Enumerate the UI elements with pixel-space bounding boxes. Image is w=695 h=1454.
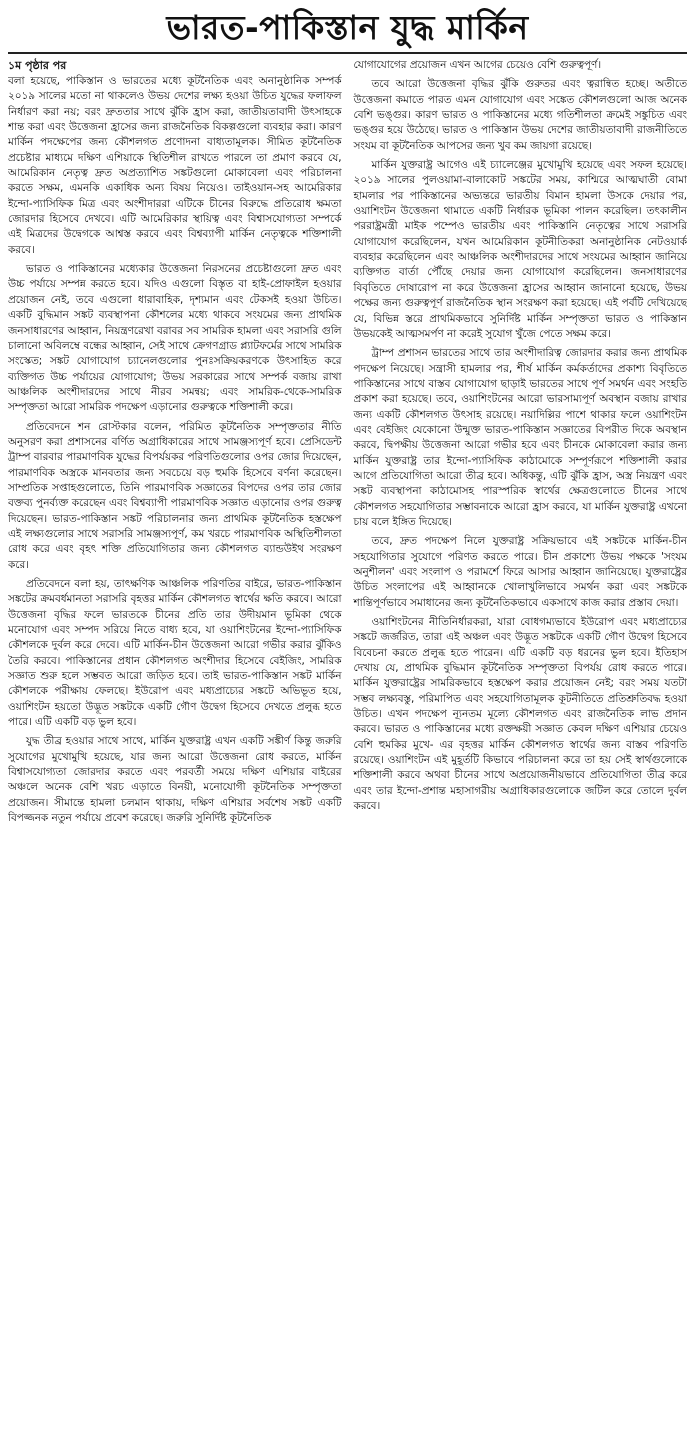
continued-label: ১ম পৃষ্ঠার পর [8,59,67,72]
paragraph: প্রতিবেদনে বলা হয়, তাৎক্ষণিক আঞ্চলিক পরিণতির বাইরে, ভারত-পাকিস্তান সঙ্কটের ক্রমবর্ধমানতা সরাসরি বৃহত্তর মার্কিন কৌশলগত স্বার্থের ক্ষতি করবে। আরো উত্তেজনা বৃদ্ধির ফলে ভারতকে চীনের প্রতি তার উদীয়মান ভূমিকা থেকে মনোযোগ এবং সম্পদ সরিয়ে নিতে বাধ্য হবে, যা ওয়াশিংটনের ইন্দো-প্যাসিফিক কৌশলকে দুর্বল করে দেবে। এটি মার্কিন-চীন উত্তেজনা আরো গভীর করার ঝুঁকিও তৈরি করবে। পাকিস্তানের প্রধান কৌশলগত অংশীদার হিসেবে বেইজিং, সামরিক সজ্ঞাত শুরু হলে সম্ভবত আরো জড়িত হবে। তাই ভারত-পাকিস্তান সঙ্কট মার্কিন কৌশলকে পরীক্ষায় ফেলছে। ইউরোপ এবং মধ্যপ্রাচ্যের সঙ্কটে অভিভূত হয়ে, ওয়াশিংটন হয়তো উদ্ভূত সঙ্কটকে একটি গৌণ উদ্বেগ হিসেবে দেখতে প্রলুব্ধ হতে পারে। এটি একটি বড় ভুল হবে। [8,578,342,729]
right-column [354,58,688,1450]
paragraph: তবে, দ্রুত পদক্ষেপ নিলে যুক্তরাষ্ট্র সক্রিয়ভাবে এই সঙ্কটকে মার্কিন-চীন সহযোগিতার সুযোগে পরিণত করতে পারে। চীন প্রকাশ্যে উভয় পক্ষকে 'সংযম অনুশীলন' এবং সংলাপ ও পরামর্শে ফিরে আসার আহ্বান জানিয়েছে। যুক্তরাষ্ট্রের উচিত সংলাপের এই আহ্বানকে খোলাখুলিভাবে সমর্থন করা এবং সঙ্কটকে শান্তিপূর্ণভাবে সমাধানের জন্য কূটনৈতিকভাবে একসাথে কাজ করার প্রস্তাব দেয়া। [353,535,687,609]
paragraph: বলা হয়েছে, পাকিস্তান ও ভারতের মধ্যে কূটনৈতিক এবং অনানুষ্ঠানিক সম্পর্ক ২০১৯ সালের মতো না থাকলেও উভয় দেশের লক্ষ্য হওয়া উচিত যুদ্ধের ফলাফল নির্ধারণ করা নয়; বরং দ্রুততার সাথে ঝুঁকি হ্রাস করা, জাতীয়তাবাদী উৎসাহকে শান্ত করা এবং উত্তেজনা হ্রাসের জন্য রাজনৈতিক বিকল্পগুলো ব্যবহার করা। কারণ মার্কিন পদক্ষেপের জন্য কৌশলগত প্রণোদনা বাধ্যতামূলক। সীমিত কূটনৈতিক প্রচেষ্টার মাধ্যমে দক্ষিণ এশিয়াকে স্থিতিশীল রাখতে পারলে তা প্রমাণ করবে যে, আমেরিকান নেতৃত্ব দ্রুত অপ্রত্যাশিত সঙ্কটগুলো মোকাবেলা এবং পরিচালনা করতে সক্ষম, এমনকি একাধিক অন্য বিষয় নিয়েও। তাইওয়ান-সহ আমেরিকার ইন্দো-প্যাসিফিক মিত্র এবং অংশীদাররা এটিকে চীনের বিরুদ্ধে প্রতিরোধ ক্ষমতা জোরদার হিসেবে দেখবে। এটি আমেরিকার স্থায়িত্ব এবং বিশ্বাসযোগ্যতা সম্পর্কে এই মিত্রদের উদ্বেগকে আশ্বস্ত করবে এবং বিশ্বব্যাপী মার্কিন নেতৃত্বকে শক্তিশালী করবে। [8,75,342,256]
paragraph: যোগাযোগের প্রয়োজন এখন আগের চেয়েও বেশি গুরুত্বপূর্ণ। [353,59,602,71]
article-body [8,58,687,1450]
paragraph: ভারত ও পাকিস্তানের মধ্যেকার উত্তেজনা নিরসনের প্রচেষ্টাগুলো দ্রুত এবং উচ্চ পর্যায়ে সম্পন্ন করতে হবে। যদিও এগুলো বিস্তৃত বা হাই-প্রোফাইল হওয়ার প্রয়োজন নেই, তবে এগুলো ধারাবাহিক, দৃশ্যমান এবং টেকসই হওয়া উচিত। একটি বুদ্ধিমান সঙ্কট ব্যবস্থাপনা কৌশলের মধ্যে থাকবে সংযমের জন্য প্রাথমিক জনসাধারণের আহ্বান, নিয়ন্ত্রণরেখা বরাবর সব সামরিক হামলা এবং সরাসরি গুলি চালানো অবিলম্বে বন্ধের আহ্বান, সেই সাথে ক্রেগণগ্রাড প্ল্যাটফর্মের সাথে সামরিক সংস্কেত; সঙ্কট যোগাযোগ চ্যানেলগুলোর পুনঃসক্রিয়করণকে উৎসাহিত করে ব্যক্তিগত উচ্চ পর্যায়ের যোগাযোগ; উভয় সরকারের সাথে সম্পর্ক বজায় রাখা আঞ্চলিক অংশীদারদের সাথে নীরব সমন্বয়; এবং সামরিক-থেকে-সামরিক সম্পৃক্ততা আরো সামরিক পদক্ষেপ এড়ানোর গুরুত্বকে শক্তিশালী করে। [8,263,342,414]
paragraph: প্রতিবেদনে শন রোস্টকার বলেন, পরিমিত কূটনৈতিক সম্পৃক্ততার নীতি অনুসরণ করা প্রশাসনের বর্ণিত অগ্রাধিকারের সাথে সামঞ্জস্যপূর্ণ হবে। প্রেসিডেন্ট ট্রাম্প বারবার পারমাণবিক যুদ্ধের বিপর্যয়কর পরিণতিগুলোর ওপর জোর দিয়েছেন, পারমাণবিক অস্ত্রকে মানবতার জন্য সবচেয়ে বড় হুমকি হিসেবে বর্ণনা করেছেন। সাম্প্রতিক সপ্তাহগুলোতে, তিনি পারমাণবিক সজ্ঞাতের বিপদের ওপর তার জোর বক্তব্য পুনর্ব্যক্ত করেছেন এবং বিশ্বব্যাপী পারমাণবিক সজ্ঞাত এড়ানোর ওপর গুরুত্ব দিয়েছেন। ভারত-পাকিস্তান সঙ্কট পরিচালনার জন্য প্রাথমিক কূটনৈতিক হস্তক্ষেপ এই লক্ষ্যগুলোর সাথে সরাসরি সামঞ্জস্যপূর্ণ, কম খরচে পারমাণবিক অস্থিতিশীলতা রোধ করে এবং বৃহৎ শক্তি প্রতিযোগিতার জন্য কৌশলগত ব্যান্ডউইথ সংরক্ষণ করে। [8,420,342,571]
paragraph: তবে আরো উত্তেজনা বৃদ্ধির ঝুঁকি গুরুতর এবং ত্বরান্বিত হচ্ছে। অতীতে উত্তেজনা কমাতে পারত এমন যোগাযোগ এবং সঙ্কেত কৌশলগুলো আজ অনেক বেশি ভঙ্গুর। কারণ ভারত ও পাকিস্তানের মধ্যে গতিশীলতা ক্রমেই সঙ্কুচিত এবং ভঙ্গুর হয়ে উঠেছে। ভারত ও পাকিস্তান উভয় দেশের জাতীয়তাবাদী রাজনীতিতে সংযম বা কূটনৈতিক আপসের জন্য খুব কম জায়গা রয়েছে। [353,78,687,152]
paragraph: যুদ্ধ তীব্র হওয়ার সাথে সাথে, মার্কিন যুক্তরাষ্ট্র এখন একটি সঙ্কীর্ণ কিন্তু জরুরি সুযোগের মুখোমুখি হয়েছে, যার জন্য আরো উত্তেজনা রোধ করতে, মার্কিন বিশ্বাসযোগ্যতা জোরদার করতে এবং পরবর্তী সময়ে দক্ষিণ এশিয়ার বাইরের অঞ্চলে অনেক বেশি খরচ এড়াতে বিনয়ী, মনোযোগী কূটনৈতিক সম্পৃক্ততা প্রয়োজন। সীমান্তে হামলা চলমান থাকায়, দক্ষিণ এশিয়ার সর্বশেষ সঙ্কট একটি বিপজ্জনক নতুন পর্যায়ে প্রবেশ করেছে। জরুরি সুনির্দিষ্ট কূটনৈতিক [8,735,342,825]
left-column [8,58,342,1450]
paragraph: ট্রাম্প প্রশাসন ভারতের সাথে তার অংশীদারিত্ব জোরদার করার জন্য প্রাথমিক পদক্ষেপ নিয়েছে। সন্ত্রাসী হামলার পর, শীর্ষ মার্কিন কর্মকর্তাদের প্রকাশ্য বিবৃতিতে পাকিস্তানের সাথে বাস্তব যোগাযোগ ছাড়াই ভারতের সাথে পূর্ণ সমর্থন এবং সংহতি প্রকাশ করা হয়েছে। তবে, ওয়াশিংটনের আরো ভারসাম্যপূর্ণ অবস্থান বজায় রাখার জন্য একটি কৌশলগত উৎসাহ রয়েছে। নয়াদিল্লির পাশে থাকার ফলে ওয়াশিংটন এবং বেইজিং যেকোনো উন্মুক্ত ভারত-পাকিস্তান সজ্ঞাতের বিপরীত দিকে অবস্থান করবে, দ্বিপক্ষীয় উত্তেজনা আরো গভীর হবে এবং চীনকে মোকাবেলা করার জন্য মার্কিন যুক্তরাষ্ট্র তার ইন্দো-প্যাসিফিক কাঠামোকে সম্পূর্ণরূপে শক্তিশালী করার আগে প্রতিযোগিতা আরো তীব্র হবে। অধিকন্তু, এটি ঝুঁকি হ্রাস, অস্ত্র নিয়ন্ত্রণ এবং সঙ্কট ব্যবস্থাপনা কাঠামোসহ পারস্পরিক স্বার্থের ক্ষেত্রগুলোতে চীনের সাথে কৌশলগত সহযোগিতার সম্ভাবনাকে আরো হ্রাস করবে, যা মার্কিন যুক্তরাষ্ট্র এখনো চায় বলে ইঙ্গিত দিয়েছে। [353,347,687,528]
article-headline: ভারত-পাকিস্তান যুদ্ধ মার্কিন [8,6,687,54]
paragraph: ওয়াশিংটনের নীতিনির্ধারকরা, যারা বোধগম্যভাবে ইউরোপ এবং মধ্যপ্রাচ্যের সঙ্কটে জর্জরিত, তারা এই অঞ্চল এবং উদ্ভূত সঙ্কটকে একটি গৌণ উদ্বেগ হিসেবে বিবেচনা করতে প্রলুব্ধ হতে পারেন। এটি একটি বড় ধরনের ভুল হবে। ইতিহাস দেখায় যে, প্রাথমিক বুদ্ধিমান কূটনৈতিক সম্পৃক্ততা বিপর্যয় রোধ করতে পারে। মার্কিন যুক্তরাষ্ট্রের সামরিকভাবে হস্তক্ষেপ করার প্রয়োজন নেই; বরং সময় যতটা সম্ভব লক্ষ্যবস্তু, পরিমাপিত এবং সহযোগিতামূলক কূটনীতিতে প্রতিশ্রুতিবদ্ধ হওয়া উচিত। এখন পদক্ষেপ ন্যূনতম মূল্যে কৌশলগত এবং রাজনৈতিক লাভ প্রদান করবে। ভারত ও পাকিস্তানের মধ্যে রক্তক্ষয়ী সজ্ঞাত কেবল দক্ষিণ এশিয়ার চেয়েও বেশি হুমকির মুখে- এর বৃহত্তর মার্কিন কৌশলগত স্বার্থের জন্য বাস্তব পরিণতি রয়েছে। ওয়াশিংটন এই মুহূর্তটি কিভাবে পরিচালনা করে তা হয় সেই স্বার্থগুলোকে শক্তিশালী করবে অথবা চীনের সাথে অপ্রয়োজনীয়ভাবে প্রতিযোগিতা তীব্র করে এবং তার ইন্দো-প্রশান্ত মহাসাগরীয় অগ্রাধিকারগুলোকে জটিল করে তোলে দুর্বল করবে। [353,616,687,813]
paragraph: মার্কিন যুক্তরাষ্ট্র আগেও এই চ্যালেঞ্জের মুখোমুখি হয়েছে এবং সফল হয়েছে। ২০১৯ সালের পুলওয়ামা-বালাকোট সঙ্কটের সময়, কাশ্মিরে আত্মঘাতী বোমা হামলার পর পাকিস্তানের অভ্যন্তরে ভারতীয় বিমান হামলা উসকে দেয়ার পর, ওয়াশিংটন উত্তেজনা থামাতে একটি নির্ধারক ভূমিকা পালন করেছিল। তৎকালীন পররাষ্ট্রমন্ত্রী মাইক পম্পেও ভারতীয় এবং পাকিস্তানি নেতৃত্বের সাথে সরাসরি যোগাযোগ করেছিলেন, যখন আমেরিকান কূটনীতিকরা অনানুষ্ঠানিক নেটওয়ার্ক ব্যবহার করেছিলেন এবং আঞ্চলিক অংশীদারদের সাথে সংযমের আহ্বান জানিয়ে ব্যক্তিগত বার্তা পৌঁছে দেয়ার জন্য যোগাযোগ করেছিলেন। জনসাধারণের বিবৃতিতে দোষারোপ না করে উত্তেজনা হ্রাসের আহ্বান জানানো হয়েছে, উভয় পক্ষের জন্য গুরুত্বপূর্ণ রাজনৈতিক স্থান সংরক্ষণ করা হয়েছে। এই পর্বটি দেখিয়েছে যে, বিভিন্ন স্তরে প্রাথমিকভাবে সুনির্দিষ্ট মার্কিন সম্পৃক্ততা ভারত ও পাকিস্তান উভয়কেই আত্মসমর্পণ না করেই সুযোগ খুঁজে পেতে সক্ষম করে। [353,159,687,340]
